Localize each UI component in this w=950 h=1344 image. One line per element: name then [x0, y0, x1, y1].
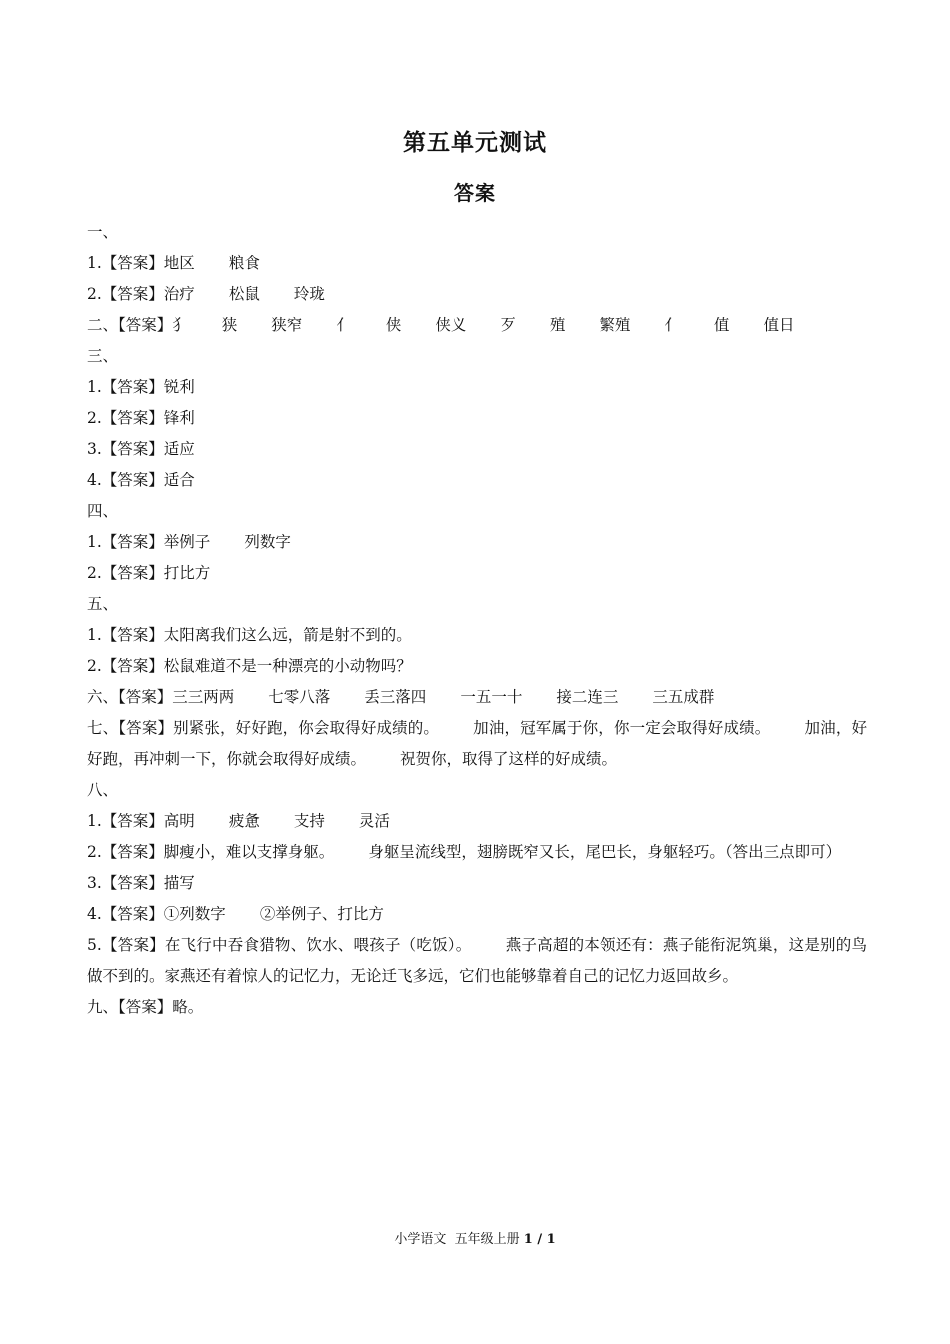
- answer-text: 打比方: [163, 564, 211, 582]
- answer-text: 略。: [172, 998, 204, 1016]
- answer-line: [87, 930, 867, 992]
- answer-text: 七零八落: [268, 688, 331, 706]
- section-heading: 三、: [87, 347, 119, 365]
- answer-label: 2.【答案】: [87, 564, 164, 582]
- answer-text: ①列数字: [163, 905, 226, 923]
- answer-text: 举例子: [163, 533, 211, 551]
- answer-text: 犭: [172, 316, 188, 334]
- page-subtitle: 答案: [454, 181, 496, 205]
- answer-line: [87, 713, 867, 775]
- answer-line: [87, 589, 867, 620]
- answer-text: 太阳离我们这么远，箭是射不到的。: [163, 626, 412, 644]
- section-heading: 八、: [87, 781, 119, 799]
- answer-text: 松鼠: [228, 285, 260, 303]
- answer-text: ②举例子、打比方: [259, 905, 384, 923]
- answer-label: 2.【答案】: [87, 657, 164, 675]
- answer-label: 3.【答案】: [87, 440, 164, 458]
- answer-text: 锋利: [163, 409, 195, 427]
- answer-text: 亻: [336, 316, 352, 334]
- answer-line: [87, 465, 867, 496]
- answer-line: [87, 868, 867, 899]
- answer-line: [87, 620, 867, 651]
- footer-course: 小学语文 五年级上册: [394, 1232, 520, 1247]
- answer-text: 粮食: [228, 254, 260, 272]
- answer-line: [87, 217, 867, 248]
- answer-text: 脚瘦小，难以支撑身躯。: [163, 843, 335, 861]
- answer-text: 地区: [163, 254, 195, 272]
- answer-text: 列数字: [244, 533, 291, 551]
- answer-line: [87, 837, 867, 868]
- answer-line: [87, 558, 867, 589]
- answer-text: 支持: [293, 812, 325, 830]
- answer-line: [87, 651, 867, 682]
- answer-label: 2.【答案】: [87, 843, 164, 861]
- answer-label: 4.【答案】: [87, 471, 164, 489]
- answer-label: 1.【答案】: [87, 626, 164, 644]
- answer-text: 狭: [221, 316, 238, 334]
- answer-text: 殖: [549, 316, 566, 334]
- answer-text: 接二连三: [556, 688, 619, 706]
- answer-text: 侠义: [435, 316, 467, 334]
- answer-label: 1.【答案】: [87, 254, 164, 272]
- answer-text: 灵活: [358, 812, 390, 830]
- answer-text: 松鼠难道不是一种漂亮的小动物吗？: [163, 657, 412, 675]
- answer-text: 锐利: [163, 378, 195, 396]
- answer-text: 三三两两: [172, 688, 235, 706]
- answer-text: 值日: [763, 316, 795, 334]
- answer-text: 加油，好好跑，再冲刺一下，你就会取得好成绩。: [87, 719, 867, 768]
- answer-label: 2.【答案】: [87, 409, 164, 427]
- answer-label: 九、【答案】: [87, 998, 173, 1016]
- answer-label: 5.【答案】: [87, 936, 165, 954]
- page-title: 第五单元测试: [403, 130, 547, 156]
- section-heading: 一、: [87, 223, 119, 241]
- page-number: 1 / 1: [523, 1232, 556, 1247]
- answer-label: 4.【答案】: [87, 905, 164, 923]
- answer-text: 适应: [163, 440, 195, 458]
- section-heading: 四、: [87, 502, 119, 520]
- answer-label: 1.【答案】: [87, 533, 164, 551]
- answer-text: 加油，冠军属于你，你一定会取得好成绩。: [473, 719, 771, 737]
- answer-text: 一五一十: [460, 688, 523, 706]
- answer-line: [87, 310, 867, 341]
- answer-label: 1.【答案】: [87, 812, 164, 830]
- answer-line: [87, 403, 867, 434]
- answer-line: [87, 682, 867, 713]
- answer-line: [87, 806, 867, 837]
- answer-line: [87, 248, 867, 279]
- answer-text: 燕子高超的本领还有：燕子能衔泥筑巢，这是别的鸟做不到的。家燕还有着惊人的记忆力，无论迁飞多远，它们也能够靠着自己的记忆力返回故乡。: [87, 936, 867, 985]
- answer-line: [87, 496, 867, 527]
- answer-label: 二、【答案】: [87, 316, 173, 334]
- answer-line: [87, 279, 867, 310]
- answer-text: 侠: [385, 316, 402, 334]
- answer-text: 身躯呈流线型，翅膀既窄又长，尾巴长，身躯轻巧。（答出三点即可）: [368, 843, 842, 861]
- answer-line: [87, 775, 867, 806]
- answer-line: [87, 992, 867, 1023]
- answer-line: [87, 527, 867, 558]
- answer-text: 祝贺你，取得了这样的好成绩。: [400, 750, 618, 768]
- answer-text: 狭窄: [271, 316, 303, 334]
- page-footer: [0, 1228, 950, 1247]
- answer-text: 三五成群: [652, 688, 715, 706]
- answer-text: 歹: [500, 316, 516, 334]
- answer-text: 治疗: [163, 285, 195, 303]
- answer-line: [87, 341, 867, 372]
- answer-text: 繁殖: [599, 316, 631, 334]
- answer-text: 高明: [163, 812, 195, 830]
- answer-text: 描写: [163, 874, 195, 892]
- answer-text: 别紧张，好好跑，你会取得好成绩的。: [173, 719, 440, 737]
- answer-text: 丢三落四: [364, 688, 427, 706]
- answer-text: 疲惫: [228, 812, 260, 830]
- answer-label: 2.【答案】: [87, 285, 164, 303]
- answer-line: [87, 434, 867, 465]
- answer-label: 七、【答案】: [87, 719, 174, 737]
- section-heading: 五、: [87, 595, 119, 613]
- answer-label: 六、【答案】: [87, 688, 173, 706]
- answer-line: [87, 372, 867, 403]
- answer-line: [87, 899, 867, 930]
- answer-text: 在飞行中吞食猎物、饮水、喂孩子（吃饭）。: [164, 936, 472, 954]
- answer-text: 玲珑: [293, 285, 325, 303]
- answer-text: 亻: [664, 316, 680, 334]
- answer-text: 值: [713, 316, 730, 334]
- answer-label: 3.【答案】: [87, 874, 164, 892]
- answer-text: 适合: [163, 471, 195, 489]
- answer-label: 1.【答案】: [87, 378, 164, 396]
- answer-list: [87, 217, 867, 1023]
